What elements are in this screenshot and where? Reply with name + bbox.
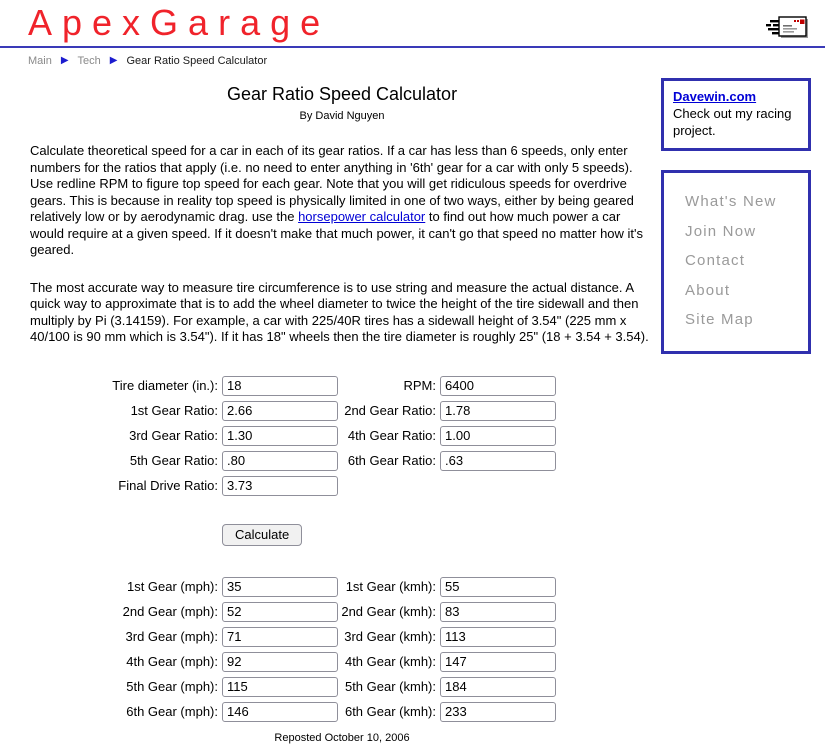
intro-p1-text-after: to find out how much power a car would require at a given speed. If it doesn't make that much power, it can't go that speed no matter how it's geared. (30, 209, 644, 257)
result-row (30, 677, 654, 697)
rpm-input[interactable] (440, 376, 556, 396)
form-row (30, 401, 654, 421)
sidebar-item-whats-new[interactable]: What's New (685, 193, 777, 210)
result-row (30, 652, 654, 672)
gear6-kmh-label: 6th Gear (kmh): (344, 704, 436, 719)
intro-paragraph-2: The most accurate way to measure tire circumference is to use string and measure the actual distance. A quick way to approximate that is to add the wheel diameter to twice the height of the tire sidewall and then multiply by Pi (3.14159). For example, a car with 225/40R tires has a sidewall height of 3.54" (225 mm x 40/100 is 90 mm which is 3.54"). If it has 18" wheels then the tire diameter is roughly 25" (18 + 3.54 + 3.54). (30, 279, 649, 344)
breadcrumb-current: Gear Ratio Speed Calculator (126, 55, 268, 67)
gear3-mph-output[interactable] (222, 627, 338, 647)
gear1-kmh-label: 1st Gear (kmh): (345, 579, 436, 594)
gear1-ratio-label: 1st Gear Ratio: (130, 403, 218, 418)
gear6-kmh-output[interactable] (440, 702, 556, 722)
breadcrumb-arrow-icon: ▶ (109, 55, 118, 66)
gear1-mph-output[interactable] (222, 577, 338, 597)
gear6-mph-output[interactable] (222, 702, 338, 722)
gear4-kmh-output[interactable] (440, 652, 556, 672)
gear5-kmh-output[interactable] (440, 677, 556, 697)
email-icon[interactable] (765, 13, 811, 50)
gear2-mph-output[interactable] (222, 602, 338, 622)
davewin-link[interactable]: Davewin.com (673, 89, 757, 104)
final-drive-ratio-label: Final Drive Ratio: (118, 478, 218, 493)
result-row (30, 627, 654, 647)
gear2-kmh-output[interactable] (440, 602, 556, 622)
gear6-mph-label: 6th Gear (mph): (126, 704, 218, 719)
gear3-ratio-label: 3rd Gear Ratio: (129, 428, 218, 443)
gear6-ratio-input[interactable] (440, 451, 556, 471)
promo-text: Check out my racing project. (673, 106, 792, 138)
gear3-kmh-output[interactable] (440, 627, 556, 647)
gear4-mph-label: 4th Gear (mph): (126, 654, 218, 669)
gear2-ratio-label: 2nd Gear Ratio: (344, 403, 436, 418)
gear1-mph-label: 1st Gear (mph): (126, 579, 218, 594)
breadcrumb-main[interactable]: Main (28, 55, 52, 67)
tire-diameter-label: Tire diameter (in.): (112, 378, 218, 393)
gear3-mph-label: 3rd Gear (mph): (125, 629, 218, 644)
result-row (30, 602, 654, 622)
sidebar-item-about[interactable]: About (685, 281, 731, 299)
sidebar-nav (661, 170, 811, 354)
calculate-button[interactable]: Calculate (222, 524, 302, 546)
gear1-ratio-input[interactable] (222, 401, 338, 421)
form-row (30, 451, 654, 471)
gear5-mph-label: 5th Gear (mph): (126, 679, 218, 694)
header-divider (0, 46, 825, 48)
breadcrumb-tech[interactable]: Tech (77, 55, 101, 67)
tire-diameter-input[interactable] (222, 376, 338, 396)
gear5-ratio-input[interactable] (222, 451, 338, 471)
page-title: Gear Ratio Speed Calculator (226, 84, 458, 104)
gear1-kmh-output[interactable] (440, 577, 556, 597)
gear2-ratio-input[interactable] (440, 401, 556, 421)
email-icon-glyph (765, 13, 811, 45)
breadcrumb (28, 55, 267, 67)
main-content (30, 84, 654, 744)
result-row (30, 577, 654, 597)
gear6-ratio-label: 6th Gear Ratio: (347, 453, 436, 468)
form-row (30, 376, 654, 396)
sidebar-item-join-now[interactable]: Join Now (685, 222, 757, 240)
site-logo[interactable]: ApexGarage (28, 2, 331, 43)
gear5-mph-output[interactable] (222, 677, 338, 697)
form-row (30, 476, 654, 496)
promo-box (661, 78, 811, 151)
gear4-ratio-input[interactable] (440, 426, 556, 446)
gear5-ratio-label: 5th Gear Ratio: (129, 453, 218, 468)
gear5-kmh-label: 5th Gear (kmh): (344, 679, 436, 694)
gear4-ratio-label: 4th Gear Ratio: (347, 428, 436, 443)
rpm-label: RPM: (403, 378, 436, 393)
gear-ratio-form (30, 376, 654, 546)
gear4-kmh-label: 4th Gear (kmh): (344, 654, 436, 669)
form-row (30, 426, 654, 446)
sidebar-item-site-map[interactable]: Site Map (685, 311, 754, 328)
intro-paragraph-1 (30, 143, 654, 259)
gear2-kmh-label: 2nd Gear (kmh): (341, 604, 436, 619)
breadcrumb-arrow-icon: ▶ (60, 55, 69, 66)
final-drive-ratio-input[interactable] (222, 476, 338, 496)
gear3-ratio-input[interactable] (222, 426, 338, 446)
sidebar-item-contact[interactable]: Contact (685, 252, 746, 269)
gear2-mph-label: 2nd Gear (mph): (122, 604, 218, 619)
reposted-date: Reposted October 10, 2006 (274, 731, 410, 744)
horsepower-calculator-link[interactable]: horsepower calculator (298, 209, 426, 224)
intro-p1-text: Calculate theoretical speed for a car in each of its gear ratios. If a car has less than 6 speeds, only enter numbers for the ratios that apply (i.e. no need to enter anything in '6th' gear for a car with only 5 speeds). Use redline RPM to figure top speed for each gear. Note that you will get ridiculous speeds for overdrive gears. This is because in reality top speed is physically limited in one of two ways, either by being geared relatively low or by aerodynamic drag. use the (30, 143, 634, 224)
sidebar (661, 78, 811, 354)
gear3-kmh-label: 3rd Gear (kmh): (344, 629, 436, 644)
byline: By David Nguyen (299, 110, 385, 122)
results-section (30, 577, 654, 722)
result-row (30, 702, 654, 722)
gear4-mph-output[interactable] (222, 652, 338, 672)
